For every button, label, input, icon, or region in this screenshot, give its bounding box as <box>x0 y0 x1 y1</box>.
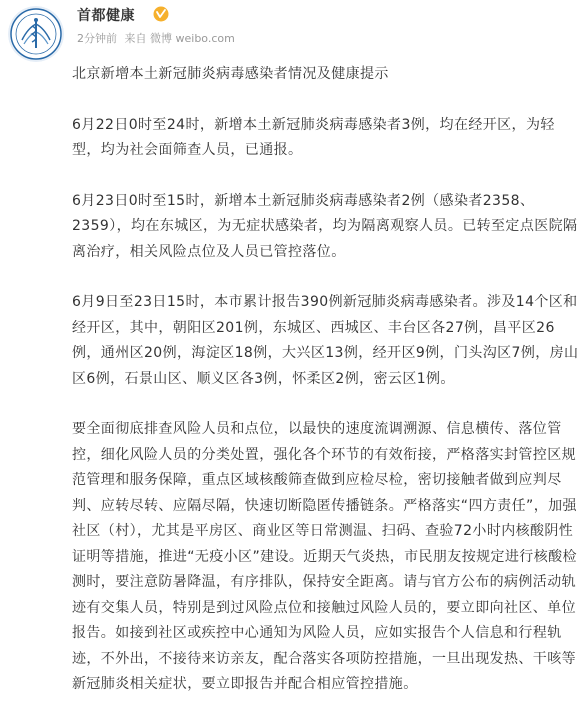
post-meta <box>77 30 239 46</box>
post-source[interactable]: 来自 微博 weibo.com <box>124 32 235 45</box>
post-paragraph-2: 6月23日0时至15时，新增本土新冠肺炎病毒感染者2例（感染者2358、2359），均在东城区，为无症状感染者，均为隔离观察人员。已转至定点医院隔离治疗，相关风险点位及人员已管控落位。 <box>72 192 578 260</box>
post-title: 北京新增本土新冠肺炎病毒感染者情况及健康提示 <box>72 66 389 82</box>
post-time[interactable]: 2分钟前 <box>77 32 117 45</box>
post-paragraph-3: 6月9日至23日15时，本市累计报告390例新冠肺炎病毒感染者。涉及14个区和经开区，其中，朝阳区201例，东城区、西城区、丰台区各27例，昌平区26例，通州区20例，海淀区18例，大兴区13例，经开区9例，门头沟区7例，房山区6例，石景山区、顺义区各3例，怀柔区2例，密云区1例。 <box>72 294 579 387</box>
beijing-health-logo-icon <box>8 6 64 62</box>
post-body <box>72 62 580 723</box>
account-name[interactable]: 首都健康 <box>77 8 135 24</box>
verified-badge-icon <box>153 6 169 22</box>
avatar[interactable] <box>8 6 64 62</box>
post-paragraph-4: 要全面彻底排查风险人员和点位，以最快的速度流调溯源、信息横传、落位管控，细化风险人员的分类处置，强化各个环节的有效衔接，严格落实封管控区规范管理和服务保障，重点区域核酸筛查做到应检尽检，密切接触者做到应判尽判、应转尽转、应隔尽隔，快速切断隐匿传播链条。严格落实“四方责任”，加强社区（村），尤其是平房区、商业区等日常测温、扫码、查验72小时内核酸阴性证明等措施，推进“无疫小区”建设。近期天气炎热，市民朋友按规定进行核酸检测时，要注意防暑降温，有序排队，保持安全距离。请与官方公布的病例活动轨迹有交集人员，特别是到过风险点位和接触过风险人员的，要立即向社区、单位报告。如接到社区或疾控中心通知为风险人员，应如实报告个人信息和行程轨迹，不外出，不接待来访亲友，配合落实各项防控措施，一旦出现发热、干咳等新冠肺炎相关症状，要立即报告并配合相应管控措施。 <box>72 421 577 692</box>
post-header <box>0 0 587 68</box>
post-paragraph-1: 6月22日0时至24时，新增本土新冠肺炎病毒感染者3例，均在经开区，为轻型，均为社会面筛查人员，已通报。 <box>72 116 555 158</box>
